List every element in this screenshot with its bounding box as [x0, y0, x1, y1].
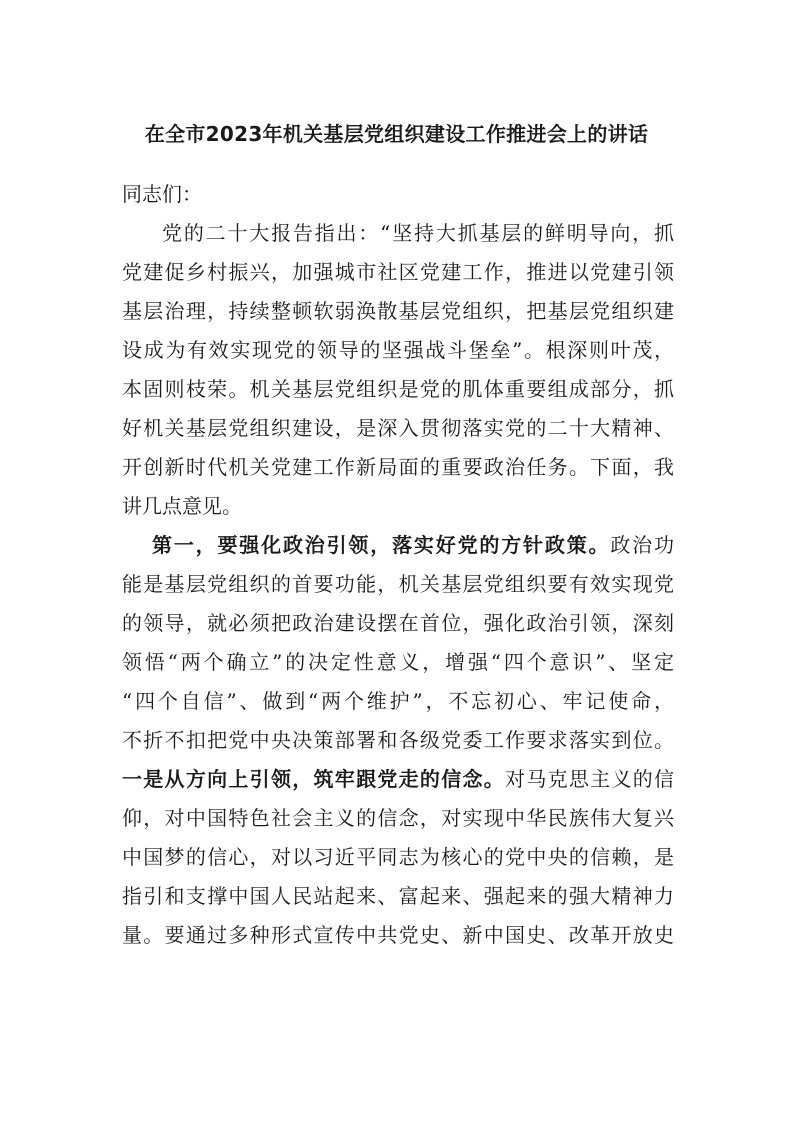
text-run: 的领导，就必须把政治建设摆在首位，强化政治引领，深刻: [122, 611, 674, 635]
text-line: [122, 643, 674, 682]
text-run: 不折不扣把党中央决策部署和各级党委工作要求落实到位。: [122, 728, 674, 752]
text-run: 中国梦的信心，对以习近平同志为核心的党中央的信赖，是: [122, 845, 674, 869]
text-line: [122, 838, 674, 877]
text-run: 同志们：: [122, 182, 202, 206]
text-run: 对马克思主义的信: [505, 767, 675, 791]
bold-text-run: 第一，要强化政治引领，落实好党的方针政策。: [152, 533, 611, 557]
text-line: [122, 487, 674, 526]
text-run: “四个自信”、做到“两个维护”，不忘初心、牢记使命，: [122, 689, 674, 713]
text-line: [122, 253, 674, 292]
text-run: 量。要通过多种形式宣传中共党史、新中国史、改革开放史: [122, 923, 674, 947]
text-line: [122, 175, 674, 214]
text-line: [122, 526, 674, 565]
text-run: 讲几点意见。: [122, 494, 242, 518]
text-run: 设成为有效实现党的领导的坚强战斗堡垒”。根深则叶茂，: [122, 338, 674, 362]
text-line: [122, 370, 674, 409]
text-run: 好机关基层党组织建设，是深入贯彻落实党的二十大精神、: [122, 416, 674, 440]
text-run: 领悟“两个确立”的决定性意义，增强“四个意识”、坚定: [122, 650, 674, 674]
text-line: [122, 877, 674, 916]
text-line: [122, 565, 674, 604]
text-line: [122, 916, 674, 955]
text-line: [122, 721, 674, 760]
text-line: [122, 448, 674, 487]
text-run: 能是基层党组织的首要功能，机关基层党组织要有效实现党: [122, 572, 674, 596]
text-line: [122, 682, 674, 721]
text-line: [122, 331, 674, 370]
text-line: [122, 604, 674, 643]
text-line: [122, 292, 674, 331]
text-run: 本固则枝荣。机关基层党组织是党的肌体重要组成部分，抓: [122, 377, 674, 401]
text-run: 基层治理，持续整顿软弱涣散基层党组织，把基层党组织建: [122, 299, 674, 323]
document-body: [122, 175, 674, 955]
text-run: 开创新时代机关党建工作新局面的重要政治任务。下面，我: [122, 455, 674, 479]
text-line: [122, 214, 674, 253]
text-run: 指引和支撑中国人民站起来、富起来、强起来的强大精神力: [122, 884, 674, 908]
text-line: [122, 409, 674, 448]
bold-text-run: 一是从方向上引领，筑牢跟党走的信念。: [122, 767, 506, 791]
text-run: 党的二十大报告指出：“坚持大抓基层的鲜明导向，抓: [162, 221, 674, 245]
text-run: 仰，对中国特色社会主义的信念，对实现中华民族伟大复兴: [122, 806, 674, 830]
text-line: [122, 799, 674, 838]
document-title: 在全市2023年机关基层党组织建设工作推进会上的讲话: [144, 122, 649, 146]
text-line: [122, 760, 674, 799]
text-run: 党建促乡村振兴，加强城市社区党建工作，推进以党建引领: [122, 260, 674, 284]
text-run: 政治功: [610, 533, 675, 557]
